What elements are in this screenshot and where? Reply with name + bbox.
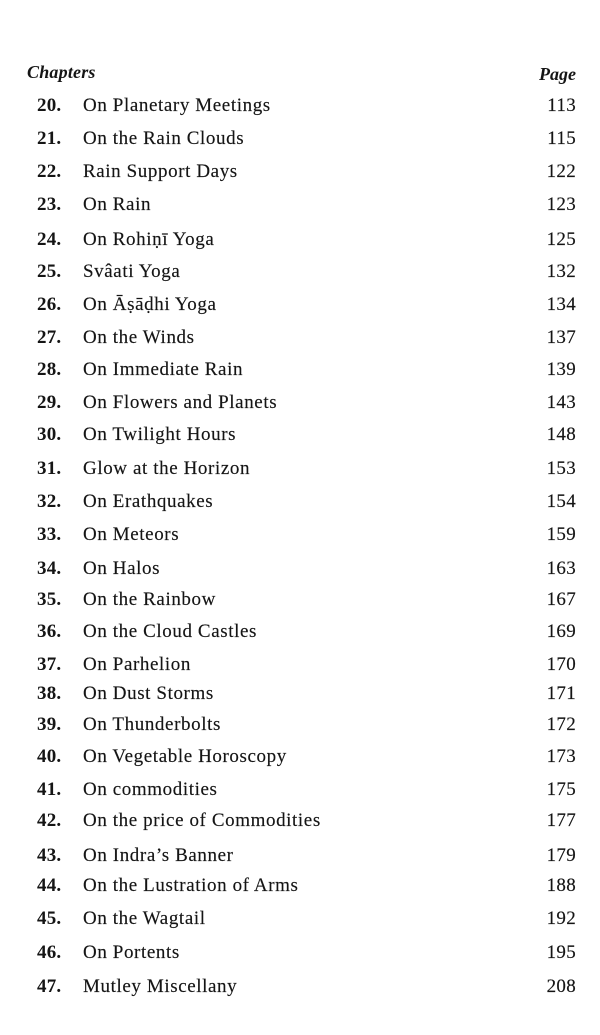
chapter-title: On the Wagtail [83, 908, 206, 929]
toc-row [0, 359, 600, 387]
page-number: 173 [546, 746, 576, 767]
chapters-heading: Chapters [27, 62, 96, 82]
toc-row [0, 589, 600, 617]
toc-row [0, 976, 600, 1004]
chapter-title: On Āṣāḍhi Yoga [83, 294, 217, 315]
chapter-title: On Parhelion [83, 654, 191, 675]
toc-row [0, 942, 600, 970]
chapter-title: On Indra’s Banner [83, 845, 234, 866]
chapter-title: On the Cloud Castles [83, 621, 258, 642]
chapter-number: 23. [37, 194, 62, 215]
page-number: 208 [546, 976, 576, 997]
page-number: 148 [546, 424, 576, 445]
toc-row [0, 327, 600, 355]
chapter-title: On the Winds [83, 327, 195, 348]
page-number: 171 [546, 683, 576, 704]
page-number: 123 [546, 194, 576, 215]
chapter-title: Rain Support Days [83, 161, 238, 182]
page-number: 163 [546, 558, 576, 579]
chapter-title: Mutley Miscellany [83, 976, 238, 997]
toc-row [0, 714, 600, 742]
chapter-number: 38. [37, 683, 62, 704]
chapter-number: 21. [37, 128, 62, 149]
page-number: 134 [546, 294, 576, 315]
chapter-number: 39. [37, 714, 62, 735]
chapter-number: 47. [37, 976, 62, 997]
page-number: 122 [546, 161, 576, 182]
page-number: 137 [546, 327, 576, 348]
toc-row [0, 194, 600, 222]
page-number: 195 [546, 942, 576, 963]
toc-row [0, 95, 600, 123]
toc-row [0, 229, 600, 257]
page-heading: Page [539, 64, 576, 84]
chapter-number: 32. [37, 491, 62, 512]
toc-row [0, 128, 600, 156]
toc-row [0, 458, 600, 486]
chapter-number: 46. [37, 942, 62, 963]
chapter-title: On Flowers and Planets [83, 392, 278, 413]
toc-row [0, 558, 600, 586]
toc-row [0, 491, 600, 519]
chapter-title: On Immediate Rain [83, 359, 244, 380]
toc-row [0, 294, 600, 322]
chapter-number: 24. [37, 229, 62, 250]
chapter-title: On commodities [83, 779, 218, 800]
chapter-number: 25. [37, 261, 62, 282]
page-number: 179 [546, 845, 576, 866]
page-number: 143 [546, 392, 576, 413]
page-number: 159 [546, 524, 576, 545]
chapter-title: On Thunderbolts [83, 714, 221, 735]
toc-row [0, 621, 600, 649]
chapter-number: 27. [37, 327, 62, 348]
chapter-number: 22. [37, 161, 62, 182]
chapter-number: 43. [37, 845, 62, 866]
chapter-number: 42. [37, 810, 62, 831]
page-number: 175 [546, 779, 576, 800]
chapter-number: 45. [37, 908, 62, 929]
toc-row [0, 810, 600, 838]
chapter-title: On Portents [83, 942, 180, 963]
page-number: 192 [546, 908, 576, 929]
chapter-number: 40. [37, 746, 62, 767]
page-number: 132 [546, 261, 576, 282]
toc-row [0, 654, 600, 682]
chapter-number: 34. [37, 558, 62, 579]
chapter-number: 41. [37, 779, 62, 800]
chapter-title: On Rohiṇī Yoga [83, 229, 215, 250]
chapter-title: On the Rain Clouds [83, 128, 245, 149]
chapter-number: 31. [37, 458, 62, 479]
toc-row [0, 875, 600, 903]
page-number: 153 [546, 458, 576, 479]
chapter-title: On the price of Commodities [83, 810, 321, 831]
contents-header [27, 62, 576, 86]
toc-row [0, 392, 600, 420]
page-number: 154 [546, 491, 576, 512]
chapter-title: On the Rainbow [83, 589, 216, 610]
chapter-title: On Vegetable Horoscopy [83, 746, 287, 767]
page-number: 139 [546, 359, 576, 380]
chapter-number: 33. [37, 524, 62, 545]
chapter-title: On the Lustration of Arms [83, 875, 299, 896]
chapter-number: 26. [37, 294, 62, 315]
chapter-title: On Rain [83, 194, 152, 215]
chapter-title: On Meteors [83, 524, 180, 545]
chapter-title: On Halos [83, 558, 161, 579]
toc-row [0, 845, 600, 873]
page-number: 188 [546, 875, 576, 896]
toc-row [0, 779, 600, 807]
toc-row [0, 161, 600, 189]
page-number: 169 [546, 621, 576, 642]
chapter-number: 36. [37, 621, 62, 642]
chapter-title: On Erathquakes [83, 491, 214, 512]
page-number: 115 [547, 128, 576, 149]
toc-row [0, 746, 600, 774]
chapter-number: 29. [37, 392, 62, 413]
page-number: 113 [547, 95, 576, 116]
toc-row [0, 524, 600, 552]
chapter-title: On Twilight Hours [83, 424, 237, 445]
page-number: 170 [546, 654, 576, 675]
chapter-title: Svâati Yoga [83, 261, 181, 282]
table-of-contents [0, 95, 600, 1015]
chapter-number: 20. [37, 95, 62, 116]
chapter-title: Glow at the Horizon [83, 458, 251, 479]
toc-row [0, 908, 600, 936]
chapter-title: On Dust Storms [83, 683, 214, 704]
toc-row [0, 683, 600, 711]
toc-row [0, 424, 600, 452]
chapter-number: 30. [37, 424, 62, 445]
chapter-number: 28. [37, 359, 62, 380]
page-number: 177 [546, 810, 576, 831]
toc-row [0, 261, 600, 289]
page-number: 125 [546, 229, 576, 250]
chapter-number: 37. [37, 654, 62, 675]
chapter-title: On Planetary Meetings [83, 95, 271, 116]
chapter-number: 35. [37, 589, 62, 610]
page-number: 172 [546, 714, 576, 735]
chapter-number: 44. [37, 875, 62, 896]
page-number: 167 [546, 589, 576, 610]
